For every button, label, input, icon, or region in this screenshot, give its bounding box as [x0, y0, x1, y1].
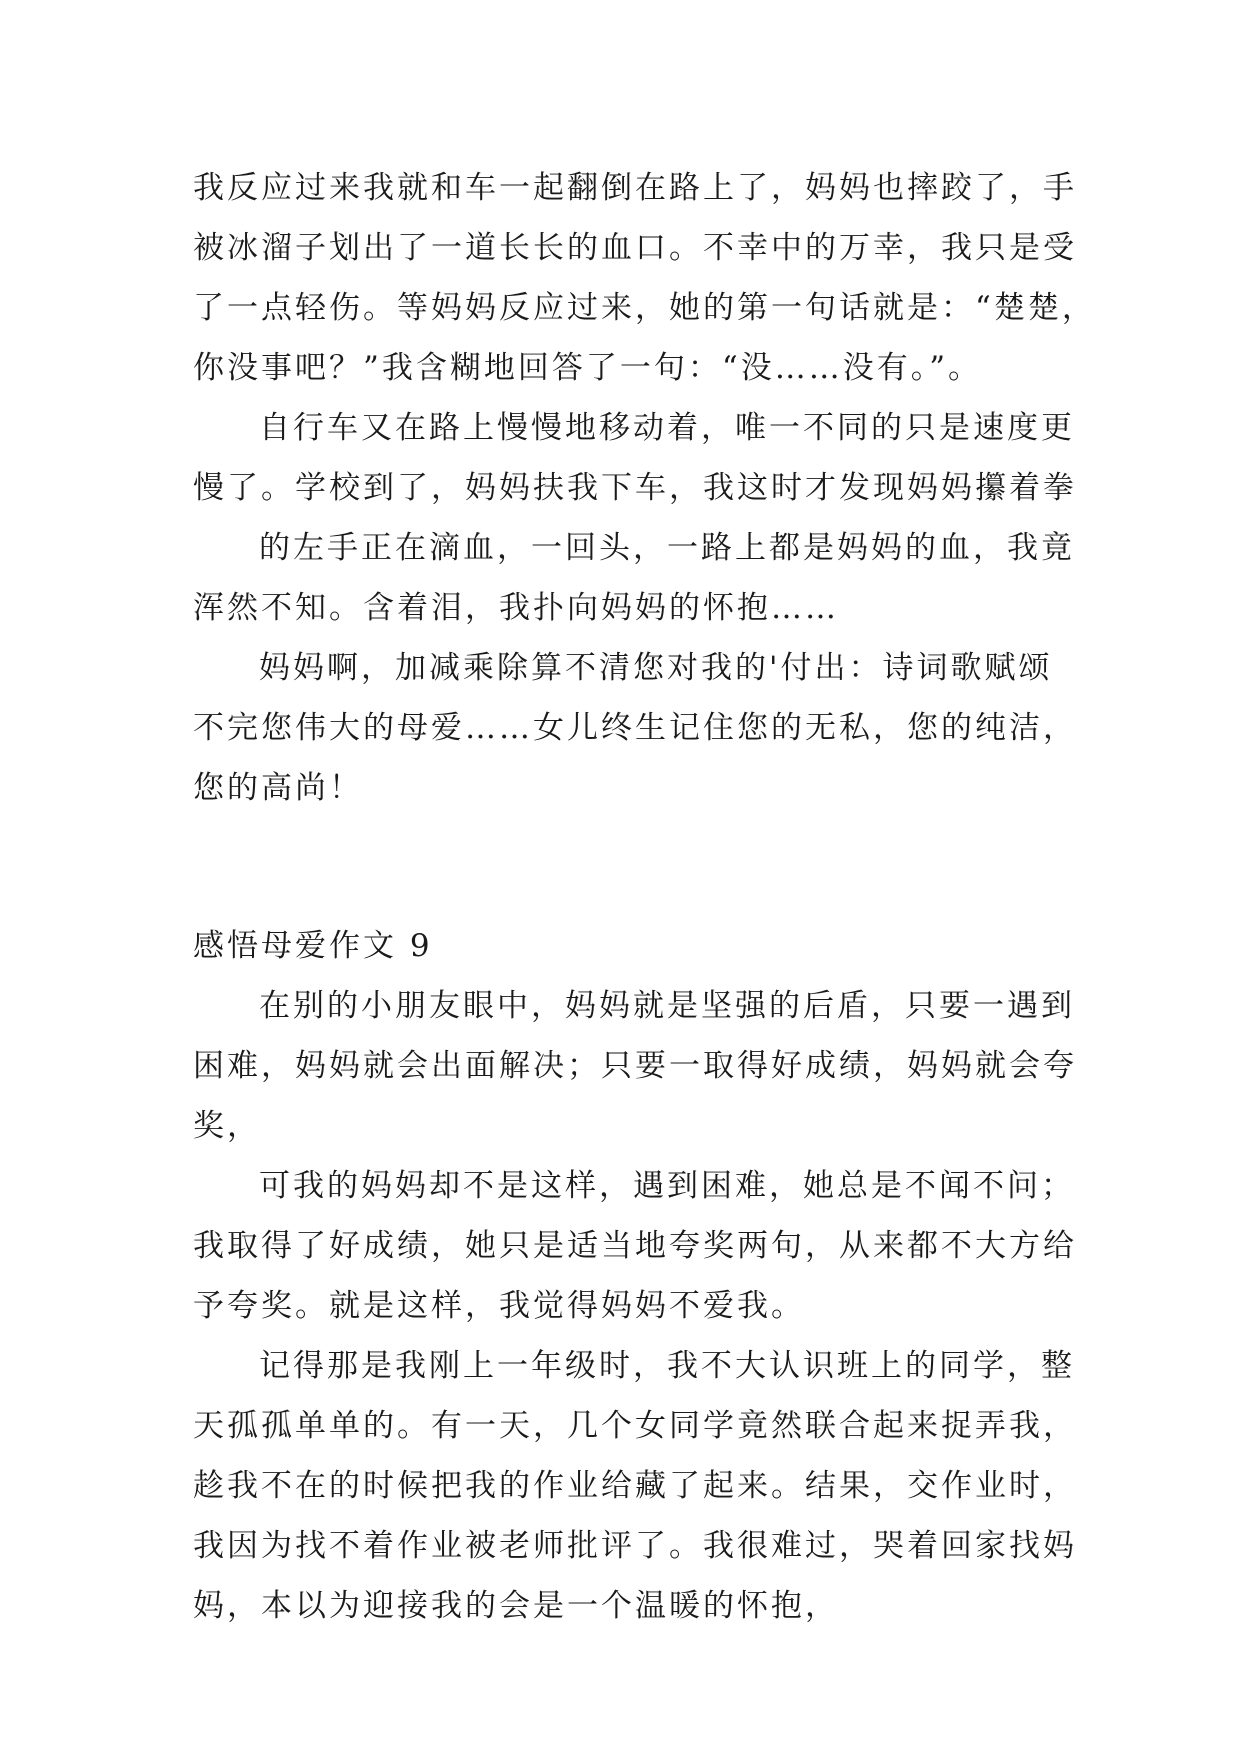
paragraph — [193, 976, 1077, 1156]
text-line: 在别的小朋友眼中，妈妈就是坚强的后盾，只要一遇到 — [259, 988, 1075, 1024]
text-line: 我取得了好成绩，她只是适当地夸奖两句，从来都不大方给 — [193, 1228, 1077, 1264]
text-line: 自行车又在路上慢慢地移动着，唯一不同的只是速度更 — [259, 410, 1075, 446]
paragraph — [193, 638, 1077, 818]
section-title: 感悟母爱作文 9 — [193, 928, 433, 964]
text-line: 了一点轻伤。等妈妈反应过来，她的第一句话就是：“楚楚， — [193, 290, 1096, 326]
text-line: 记得那是我刚上一年级时，我不大认识班上的同学，整 — [259, 1348, 1075, 1384]
text-line: 妈，本以为迎接我的会是一个温暖的怀抱， — [193, 1588, 839, 1624]
text-line: 您的高尚！ — [193, 770, 363, 806]
text-line: 趁我不在的时候把我的作业给藏了起来。结果，交作业时， — [193, 1468, 1077, 1504]
section-gap — [193, 818, 1073, 916]
paragraph — [193, 1336, 1077, 1636]
paragraph — [193, 518, 1073, 638]
paragraph — [193, 398, 1077, 518]
text-line: 慢了。学校到了，妈妈扶我下车，我这时才发现妈妈攥着拳 — [193, 470, 1077, 506]
text-line: 我因为找不着作业被老师批评了。我很难过，哭着回家找妈 — [193, 1528, 1077, 1564]
text-line: 困难，妈妈就会出面解决；只要一取得好成绩，妈妈就会夸 — [193, 1048, 1077, 1084]
text-line: 的左手正在滴血，一回头，一路上都是妈妈的血，我竟 — [259, 530, 1075, 566]
document-body — [193, 158, 1096, 1636]
text-line: 浑然不知。含着泪，我扑向妈妈的怀抱…… — [193, 590, 839, 626]
text-line: 可我的妈妈却不是这样，遇到困难，她总是不闻不问； — [259, 1168, 1075, 1204]
paragraph — [193, 158, 1096, 398]
text-line: 你没事吧？”我含糊地回答了一句：“没……没有。”。 — [193, 350, 983, 386]
paragraph — [193, 1156, 1077, 1336]
text-line: 奖， — [193, 1108, 261, 1144]
text-line: 不完您伟大的母爱……女儿终生记住您的无私，您的纯洁， — [193, 710, 1077, 746]
text-line: 妈妈啊，加减乘除算不清您对我的'付出：诗词歌赋颂 — [259, 650, 1053, 686]
text-line: 予夸奖。就是这样，我觉得妈妈不爱我。 — [193, 1288, 805, 1324]
text-line: 被冰溜子划出了一道长长的血口。不幸中的万幸，我只是受 — [193, 230, 1077, 266]
text-line: 天孤孤单单的。有一天，几个女同学竟然联合起来捉弄我， — [193, 1408, 1077, 1444]
text-line: 我反应过来我就和车一起翻倒在路上了，妈妈也摔跤了，手 — [193, 170, 1077, 206]
